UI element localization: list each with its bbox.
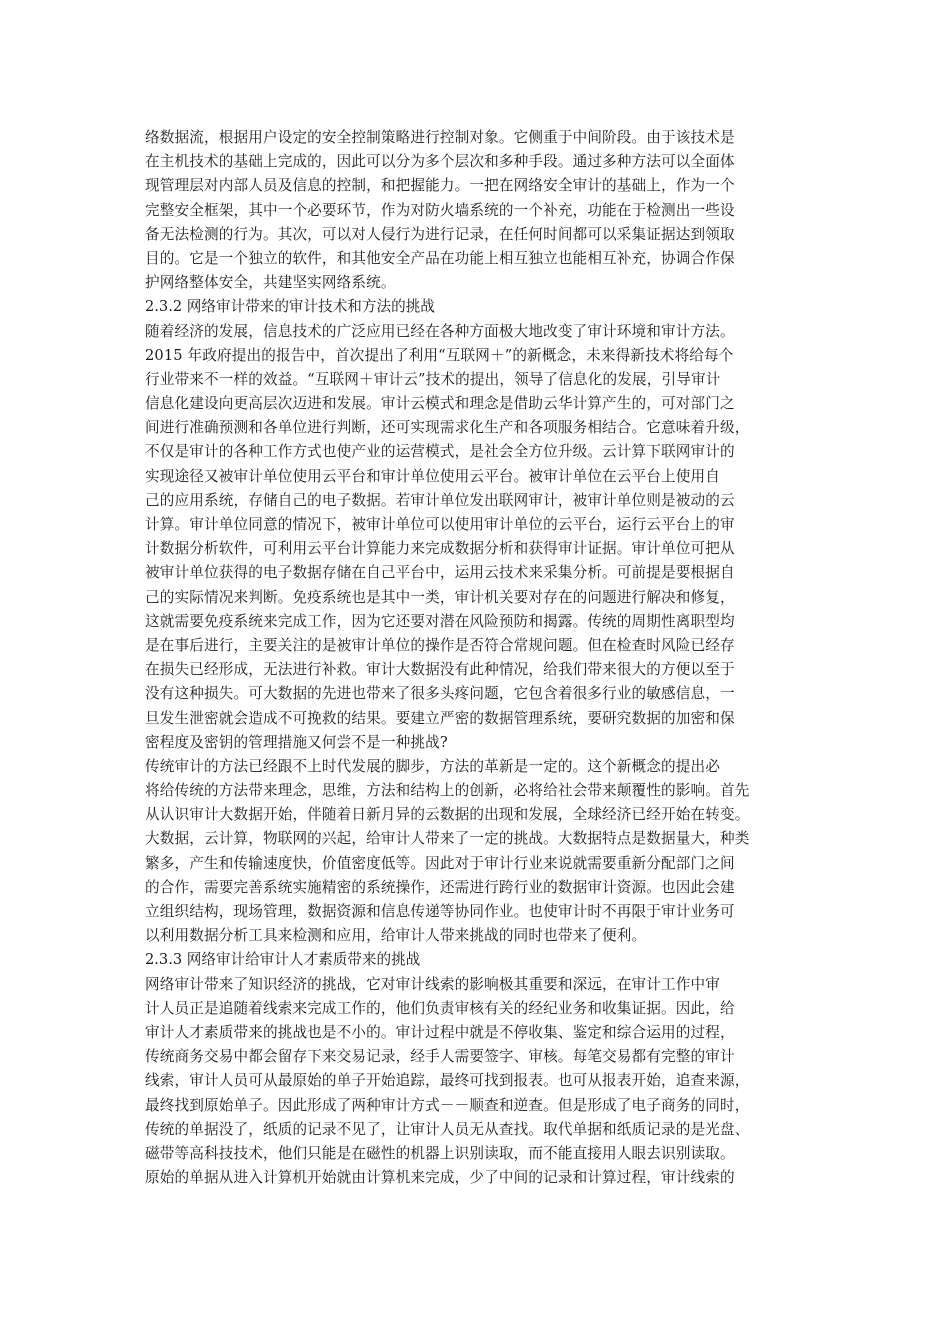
paragraph-line: 繁多，产生和传输速度快，价值密度低等。因此对于审计行业来说就需要重新分配部门之间	[145, 854, 735, 872]
paragraph-line: 计算。审计单位同意的情况下，被审计单位可以使用审计单位的云平台，运行云平台上的审	[145, 516, 735, 533]
paragraph-line: 审计人才素质带来的挑战也是不小的。审计过程中就是不停收集、鉴定和综合运用的过程，	[145, 1023, 735, 1041]
section-heading: 2.3.2 网络审计带来的审计技术和方法的挑战	[145, 298, 435, 316]
paragraph-line: 络数据流，根据用户设定的安全控制策略进行控制对象。它侧重于中间阶段。由于该技术是	[145, 129, 735, 146]
paragraph-line: 行业带来不一样的效益。“互联网＋审计云”技术的提出，领导了信息化的发展，引导审计	[145, 370, 721, 388]
paragraph-line: 在主机技术的基础上完成的，因此可以分为多个层次和多种手段。通过多种方法可以全面体	[145, 153, 735, 171]
paragraph-line: 最终找到原始单子。因此形成了两种审计方式－－顺查和逆查。但是形成了电子商务的同时，	[145, 1096, 750, 1114]
paragraph-line: 完整安全框架，其中一个必要环节，作为对防火墙系统的一个补充，功能在于检测出一些设	[145, 201, 735, 219]
paragraph-line: 网络审计带来了知识经济的挑战，它对审计线索的影响极其重要和深远，在审计工作中审	[145, 975, 721, 993]
paragraph-line: 己的应用系统，存储自己的电子数据。若审计单位发出联网审计，被审计单位则是被动的云	[145, 491, 735, 509]
section-heading: 2.3.3 网络审计给审计人才素质带来的挑战	[145, 951, 421, 969]
paragraph-line: 以利用数据分析工具来检测和应用，给审计人带来挑战的同时也带来了便利。	[145, 927, 647, 945]
paragraph-line: 己的实际情况来判断。免疫系统也是其中一类，审计机关要对存在的问题进行解决和修复，	[145, 588, 735, 606]
paragraph-line: 计人员正是追随着线索来完成工作的，他们负责审核有关的经纪业务和收集证据。因此，给	[145, 999, 735, 1017]
paragraph-line: 没有这种损失。可大数据的先进也带来了很多头疼问题，它包含着很多行业的敏感信息，一	[145, 685, 735, 703]
paragraph-line: 实现途径又被审计单位使用云平台和审计单位使用云平台。被审计单位在云平台上使用自	[145, 467, 721, 485]
paragraph-line: 线索，审计人员可从最原始的单子开始追踪，最终可找到报表。也可从报表开始，追查来源，	[145, 1072, 750, 1090]
paragraph-line: 磁带等高科技技术，他们只能是在磁性的机器上识别读取，而不能直接用人眼去识别读取。	[145, 1144, 735, 1162]
document-page	[145, 126, 815, 1190]
paragraph-line: 这就需要免疫系统来完成工作，因为它还要对潜在风险预防和揭露。传统的周期性离职型均	[145, 612, 735, 630]
paragraph-line: 密程度及密钥的管理措施又何尝不是一种挑战?	[145, 733, 448, 751]
paragraph-line: 信息化建设向更高层次迈进和发展。审计云模式和理念是借助云华计算产生的，可对部门之	[145, 395, 735, 413]
paragraph-line: 目的。它是一个独立的软件，和其他安全产品在功能上相互独立也能相互补充，协调合作保	[145, 249, 735, 267]
paragraph-line: 传统的单据没了，纸质的记录不见了，让审计人员无从查找。取代单据和纸质记录的是光盘、	[145, 1120, 750, 1138]
paragraph-line: 被审计单位获得的电子数据存储在自己平台中，运用云技术来采集分析。可前提是要根据自	[145, 564, 735, 582]
paragraph-line: 的合作，需要完善系统实施精密的系统操作，还需进行跨行业的数据审计资源。也因此会建	[145, 878, 735, 896]
paragraph-line: 立组织结构，现场管理，数据资源和信息传递等协同作业。也使审计时不再限于审计业务可	[145, 903, 735, 920]
paragraph-line: 在损失已经形成，无法进行补救。审计大数据没有此种情况，给我们带来很大的方便以至于	[145, 661, 735, 679]
paragraph-line: 随着经济的发展，信息技术的广泛应用已经在各种方面极大地改变了审计环境和审计方法。	[145, 322, 735, 340]
paragraph-line: 不仅是审计的各种工作方式也使产业的运营模式，是社会全方位升级。云计算下联网审计的	[145, 443, 735, 461]
paragraph-line: 2015 年政府提出的报告中，首次提出了利用“互联网＋”的新概念，未来得新技术将给每个	[145, 346, 734, 364]
paragraph-line: 备无法检测的行为。其次，可以对人侵行为进行记录，在任何时间都可以采集证据达到领取	[145, 225, 735, 243]
paragraph-line: 大数据，云计算，物联网的兴起，给审计人带来了一定的挑战。大数据特点是数据量大，种类	[145, 830, 750, 848]
paragraph-line: 间进行准确预测和各单位进行判断，还可实现需求化生产和各项服务相结合。它意味着升级，	[145, 419, 750, 437]
paragraph-line: 护网络整体安全，共建坚实网络系统。	[145, 274, 396, 292]
paragraph-line: 计数据分析软件，可利用云平台计算能力来完成数据分析和获得审计证据。审计单位可把从	[145, 540, 735, 558]
paragraph-line: 传统审计的方法已经跟不上时代发展的脚步，方法的革新是一定的。这个新概念的提出必	[145, 757, 721, 775]
paragraph-line: 从认识审计大数据开始，伴随着日新月异的云数据的出现和发展，全球经济已经开始在转变。	[145, 806, 750, 824]
paragraph-line: 传统商务交易中都会留存下来交易记录，经手人需要签字、审核。每笔交易都有完整的审计	[145, 1048, 735, 1066]
paragraph-line: 将给传统的方法带来理念，思维，方法和结构上的创新，必将给社会带来颠覆性的影响。首先	[145, 782, 750, 800]
paragraph-line: 旦发生泄密就会造成不可挽救的结果。要建立严密的数据管理系统，要研究数据的加密和保	[145, 709, 735, 727]
paragraph-line: 原始的单据从进入计算机开始就由计算机来完成，少了中间的记录和计算过程，审计线索的	[145, 1169, 735, 1187]
paragraph-line: 是在事后进行，主要关注的是被审计单位的操作是否符合常规问题。但在检查时风险已经存	[145, 636, 735, 654]
paragraph-line: 现管理层对内部人员及信息的控制，和把握能力。一把在网络安全审计的基础上，作为一个	[145, 177, 735, 195]
